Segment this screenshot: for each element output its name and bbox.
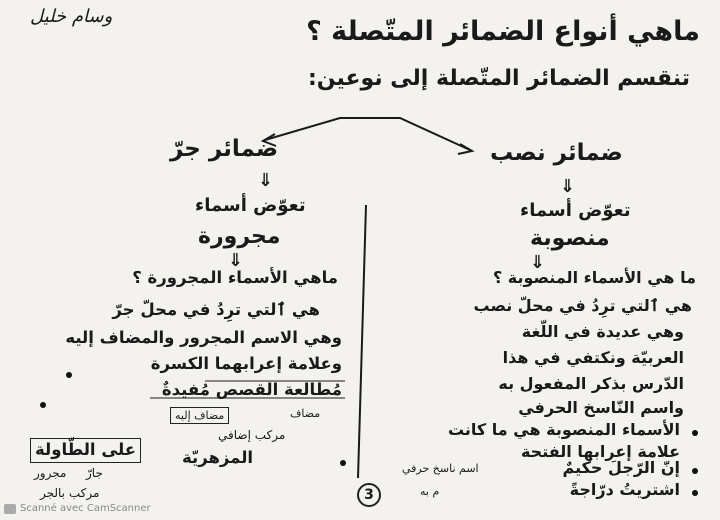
author-name: وسام خليل (30, 6, 113, 27)
bullet-dot (40, 402, 46, 408)
bullet-dot (692, 490, 698, 496)
right-bullet-2: علامة إعرابها الفتحة (520, 442, 680, 461)
left-question: ماهي الأسماء المجرورة ؟ (132, 268, 338, 287)
page-subtitle: تنقسم الضمائر المتّصلة إلى نوعين: (307, 66, 690, 91)
left-replaces: تعوّض أسماء (195, 195, 306, 216)
left-note-jar: جارّ (86, 466, 103, 480)
left-example-1: مُطالعة القصص مُفيدةٌ (161, 380, 342, 399)
right-kind: منصوبة (530, 226, 610, 251)
left-line-3: وعلامة إعرابهما الكسرة (150, 354, 342, 373)
scanner-watermark: Scanné avec CamScanner (20, 503, 151, 514)
right-arrow-1: ⇓ (560, 176, 576, 197)
right-line-5: واسم النّاسخ الحرفي (518, 398, 684, 417)
left-note-mudaf-ilayh: مضاف إليه (170, 407, 229, 424)
right-line-4: الدّرس بذكر المفعول به (498, 374, 684, 393)
bullet-dot (340, 460, 346, 466)
bullet-dot (692, 430, 698, 436)
left-note-majrur: مجرور (34, 466, 67, 480)
column-divider (358, 205, 366, 478)
left-note-mudaf: مضاف (290, 407, 321, 420)
right-note-1: اسم ناسخ حرفي (402, 462, 479, 475)
page-title: ماهي أنواع الضمائر المتّصلة ؟ (306, 16, 700, 47)
right-line-2: وهي عديدة في اللّغة (521, 322, 684, 341)
branch-arrow-line (265, 118, 470, 150)
camscanner-icon (4, 504, 16, 514)
left-arrow-2: ⇓ (228, 250, 244, 271)
left-kind: مجرورة (198, 224, 281, 249)
right-line-1: هي ٱلتي ترِدُ في محلّ نصب (473, 296, 692, 315)
right-example-2: اشتريتُ درّاجةً (569, 480, 680, 499)
left-line-2: وهي الاسم المجرور والمضاف إليه (65, 328, 342, 347)
left-heading: ضمائر جرّ (170, 136, 279, 162)
left-example-2-box: على الطّاولة (30, 438, 141, 463)
page-number: 3 (357, 483, 381, 507)
left-example-2: المزهريّة (182, 448, 254, 467)
right-heading: ضمائر نصب (490, 140, 623, 166)
left-note-compound: مركب إضافي (218, 428, 286, 442)
right-note-2: م به (420, 485, 440, 498)
right-arrow-2: ⇓ (530, 252, 546, 273)
right-example-1: إنّ الرّجلَ حكيمٌ (562, 458, 680, 477)
right-line-3: العربيّة ونكتفي في هذا (502, 348, 684, 367)
left-line-1: هي ٱلتي ترِدُ في محلّ جرّ (112, 300, 320, 319)
right-replaces: تعوّض أسماء (520, 200, 631, 221)
bullet-dot (66, 372, 72, 378)
bullet-dot (692, 468, 698, 474)
left-arrow-1: ⇓ (258, 170, 274, 191)
right-bullet-1: الأسماء المنصوبة هي ما كانت (447, 420, 680, 439)
right-question: ما هي الأسماء المنصوبة ؟ (492, 268, 696, 287)
left-note-compound-2: مركب بالجر (40, 486, 100, 500)
